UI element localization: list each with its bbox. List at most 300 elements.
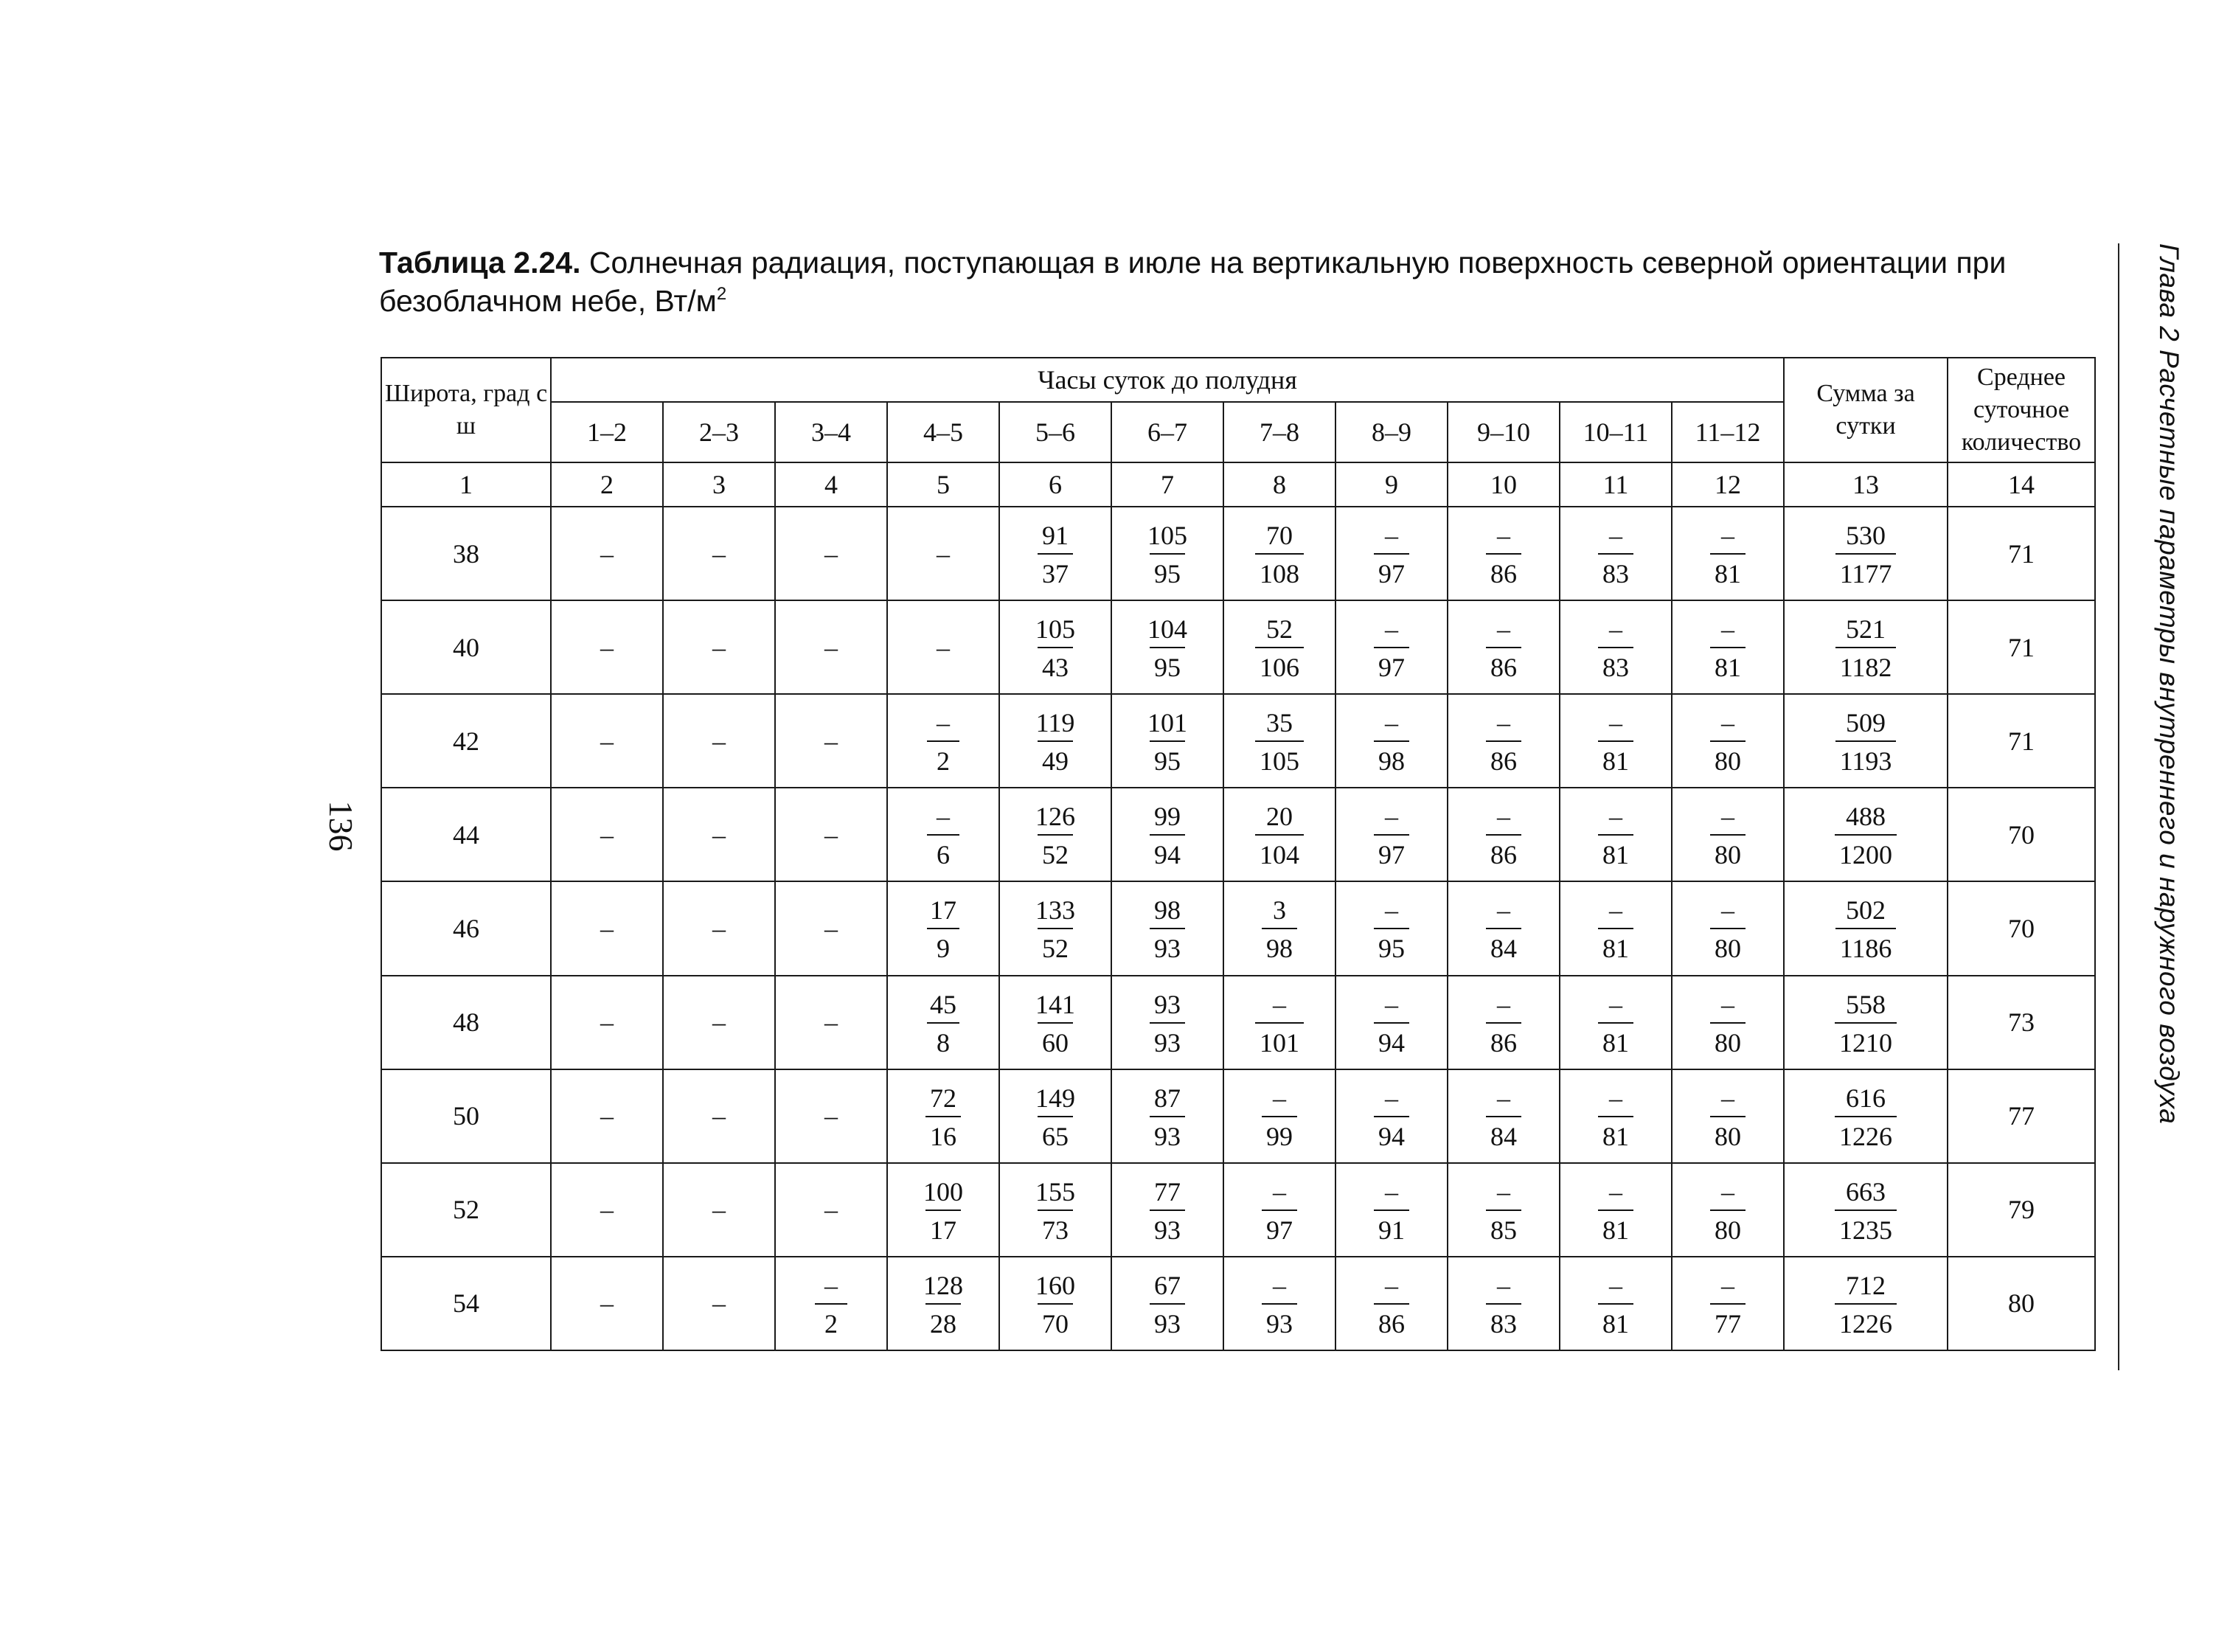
radiation-cell <box>1448 1163 1560 1257</box>
fraction-numerator: – <box>1497 802 1510 832</box>
fraction-numerator: 105 <box>1035 614 1075 645</box>
radiation-cell <box>1448 976 1560 1069</box>
fraction-numerator: 35 <box>1266 708 1293 738</box>
fraction-value <box>1032 708 1080 777</box>
fraction-value <box>1710 708 1746 777</box>
empty-value-cell: – <box>551 1069 663 1163</box>
fraction-numerator: 20 <box>1266 802 1293 832</box>
empty-value-cell: – <box>775 976 887 1069</box>
fraction-denominator: 95 <box>1374 928 1409 962</box>
daily-average-cell: 70 <box>1948 788 2095 881</box>
fraction-value <box>1710 1272 1746 1337</box>
fraction-denominator: 73 <box>1038 1210 1073 1243</box>
radiation-cell <box>999 1257 1111 1350</box>
latitude-cell: 46 <box>381 881 551 975</box>
latitude-cell: 50 <box>381 1069 551 1163</box>
empty-value-cell: – <box>551 694 663 788</box>
fraction-value <box>1031 991 1080 1056</box>
fraction-numerator: – <box>1609 895 1622 926</box>
column-number: 6 <box>999 462 1111 507</box>
fraction-denominator: 97 <box>1374 647 1409 681</box>
fraction-numerator: 70 <box>1266 521 1293 551</box>
fraction-denominator: 1193 <box>1835 740 1897 774</box>
empty-value-cell: – <box>551 788 663 881</box>
fraction-numerator: – <box>1497 614 1510 645</box>
table-caption-unit-exponent: 2 <box>716 284 727 304</box>
fraction-denominator: 1226 <box>1835 1116 1897 1150</box>
fraction-denominator: 81 <box>1598 1116 1633 1150</box>
running-head-rule <box>2118 243 2119 1370</box>
fraction-denominator: 94 <box>1374 1116 1409 1150</box>
radiation-cell <box>1448 600 1560 694</box>
radiation-cell <box>887 976 999 1069</box>
fraction-denominator: 86 <box>1486 740 1521 774</box>
radiation-cell <box>1672 694 1784 788</box>
fraction-value <box>1486 897 1521 962</box>
fraction-value <box>1031 1085 1080 1150</box>
empty-value-cell: – <box>663 694 775 788</box>
table-row <box>381 1163 2095 1257</box>
fraction-value <box>1710 803 1746 868</box>
fraction-numerator: 530 <box>1846 521 1886 551</box>
radiation-cell <box>1672 881 1784 975</box>
fraction-numerator: – <box>1385 1270 1398 1300</box>
fraction-value <box>919 1272 968 1337</box>
fraction-value <box>1255 991 1304 1056</box>
fraction-value <box>927 708 959 777</box>
table-row <box>381 694 2095 788</box>
fraction-numerator: 133 <box>1035 895 1075 926</box>
fraction-value <box>1486 522 1521 587</box>
fraction-numerator: 99 <box>1154 802 1181 832</box>
fraction-value <box>1031 897 1080 962</box>
radiation-cell <box>999 694 1111 788</box>
fraction-numerator: – <box>1385 1176 1398 1207</box>
latitude-cell: 44 <box>381 788 551 881</box>
fraction-value <box>1262 1085 1297 1150</box>
fraction-denominator: 86 <box>1486 1022 1521 1056</box>
empty-value-cell: – <box>551 976 663 1069</box>
hour-header: 4–5 <box>887 402 999 462</box>
table-row <box>381 976 2095 1069</box>
column-number: 10 <box>1448 462 1560 507</box>
latitude-cell: 54 <box>381 1257 551 1350</box>
fraction-numerator: – <box>1497 895 1510 926</box>
fraction-denominator: 81 <box>1710 647 1746 681</box>
fraction-value <box>1031 616 1080 681</box>
radiation-cell <box>1448 1069 1560 1163</box>
daily-sum-cell <box>1784 976 1948 1069</box>
fraction-denominator: 8 <box>927 1022 959 1056</box>
fraction-denominator: 85 <box>1486 1210 1521 1243</box>
fraction-numerator: – <box>1273 989 1286 1019</box>
fraction-value <box>925 991 961 1056</box>
radiation-cell <box>1111 1069 1223 1163</box>
fraction-denominator: 95 <box>1150 740 1185 774</box>
fraction-denominator: 28 <box>925 1303 961 1337</box>
radiation-cell <box>1560 1257 1672 1350</box>
radiation-cell <box>1111 881 1223 975</box>
radiation-cell <box>1223 788 1335 881</box>
fraction-value <box>1598 897 1633 962</box>
fraction-value <box>1374 522 1409 587</box>
fraction-numerator: 155 <box>1035 1176 1075 1207</box>
fraction-numerator: – <box>1609 1176 1622 1207</box>
fraction-value <box>1143 616 1192 681</box>
column-number: 13 <box>1784 462 1948 507</box>
fraction-numerator: – <box>1609 989 1622 1019</box>
fraction-numerator: – <box>824 1270 838 1300</box>
fraction-numerator: 712 <box>1846 1270 1886 1300</box>
latitude-cell: 38 <box>381 507 551 600</box>
radiation-cell <box>887 788 999 881</box>
latitude-cell: 52 <box>381 1163 551 1257</box>
fraction-denominator: 70 <box>1038 1303 1073 1337</box>
fraction-numerator: 488 <box>1846 802 1886 832</box>
radiation-cell <box>1111 507 1223 600</box>
fraction-denominator: 81 <box>1598 1022 1633 1056</box>
fraction-value <box>1374 803 1409 868</box>
fraction-denominator: 81 <box>1598 834 1633 868</box>
fraction-numerator: – <box>1497 989 1510 1019</box>
radiation-cell <box>1448 881 1560 975</box>
daily-average-cell: 77 <box>1948 1069 2095 1163</box>
fraction-denominator: 37 <box>1038 553 1073 587</box>
fraction-denominator: 98 <box>1262 928 1297 962</box>
radiation-cell <box>1335 694 1448 788</box>
empty-value-cell: – <box>663 1257 775 1350</box>
fraction-numerator: – <box>1609 708 1622 738</box>
fraction-denominator: 99 <box>1262 1116 1297 1150</box>
fraction-value <box>1031 803 1080 868</box>
daily-sum-cell <box>1784 1069 1948 1163</box>
hour-header: 7–8 <box>1223 402 1335 462</box>
latitude-cell: 40 <box>381 600 551 694</box>
latitude-header: Широта, град с ш <box>381 358 551 462</box>
daily-average-cell: 71 <box>1948 600 2095 694</box>
radiation-cell <box>1672 1163 1784 1257</box>
fraction-numerator: – <box>1721 989 1735 1019</box>
fraction-value <box>1835 708 1897 777</box>
fraction-numerator: 509 <box>1846 708 1886 738</box>
radiation-cell <box>1335 507 1448 600</box>
radiation-cell <box>1335 881 1448 975</box>
fraction-value <box>1598 1176 1633 1245</box>
fraction-denominator: 80 <box>1710 1116 1746 1150</box>
fraction-denominator: 17 <box>925 1210 961 1243</box>
fraction-denominator: 81 <box>1598 740 1633 774</box>
table-row <box>381 507 2095 600</box>
fraction-denominator: 52 <box>1038 834 1073 868</box>
fraction-denominator: 49 <box>1038 740 1073 774</box>
radiation-cell <box>887 1069 999 1163</box>
fraction-value <box>1031 1272 1080 1337</box>
radiation-cell <box>1335 600 1448 694</box>
fraction-value <box>1835 897 1897 962</box>
radiation-cell <box>1335 788 1448 881</box>
fraction-value <box>815 1272 847 1337</box>
empty-value-cell: – <box>663 507 775 600</box>
fraction-denominator: 93 <box>1150 928 1185 962</box>
fraction-value <box>1710 616 1746 681</box>
fraction-value <box>1150 897 1185 962</box>
fraction-value <box>1374 616 1409 681</box>
daily-average-cell: 79 <box>1948 1163 2095 1257</box>
fraction-value <box>1374 1176 1409 1245</box>
fraction-denominator: 1235 <box>1835 1210 1897 1243</box>
fraction-denominator: 80 <box>1710 1210 1746 1243</box>
hour-header: 8–9 <box>1335 402 1448 462</box>
empty-value-cell: – <box>887 600 999 694</box>
fraction-value <box>1262 1176 1297 1245</box>
fraction-denominator: 86 <box>1486 834 1521 868</box>
fraction-denominator: 2 <box>927 740 959 774</box>
radiation-cell <box>1111 1257 1223 1350</box>
fraction-numerator: – <box>1609 1270 1622 1300</box>
fraction-denominator: 16 <box>925 1116 961 1150</box>
fraction-numerator: 17 <box>930 895 956 926</box>
fraction-denominator: 101 <box>1255 1022 1304 1056</box>
radiation-cell <box>1448 507 1560 600</box>
radiation-cell <box>1111 600 1223 694</box>
fraction-denominator: 108 <box>1255 553 1304 587</box>
fraction-numerator: – <box>1721 1176 1735 1207</box>
fraction-denominator: 86 <box>1374 1303 1409 1337</box>
fraction-numerator: – <box>1497 1083 1510 1113</box>
fraction-value <box>1374 1272 1409 1337</box>
fraction-denominator: 94 <box>1374 1022 1409 1056</box>
radiation-cell <box>1672 1069 1784 1163</box>
empty-value-cell: – <box>775 507 887 600</box>
radiation-cell <box>1560 507 1672 600</box>
fraction-value <box>1038 522 1073 587</box>
fraction-value <box>927 803 959 868</box>
radiation-cell <box>1448 694 1560 788</box>
fraction-numerator: – <box>1609 521 1622 551</box>
hour-header: 1–2 <box>551 402 663 462</box>
fraction-value <box>1374 897 1409 962</box>
running-head: Глава 2 Расчетные параметры внутреннего и наружного воздуха <box>2154 243 2184 1125</box>
fraction-denominator: 97 <box>1374 834 1409 868</box>
fraction-numerator: – <box>1273 1176 1286 1207</box>
radiation-cell <box>1223 694 1335 788</box>
fraction-numerator: 52 <box>1266 614 1293 645</box>
daily-average-cell: 70 <box>1948 881 2095 975</box>
radiation-cell <box>999 1069 1111 1163</box>
empty-value-cell: – <box>663 600 775 694</box>
fraction-value <box>1255 522 1304 587</box>
hour-header: 9–10 <box>1448 402 1560 462</box>
fraction-numerator: 93 <box>1154 989 1181 1019</box>
fraction-numerator: 45 <box>930 989 956 1019</box>
fraction-value <box>1486 991 1521 1056</box>
fraction-denominator: 84 <box>1486 1116 1521 1150</box>
column-number: 14 <box>1948 462 2095 507</box>
empty-value-cell: – <box>551 600 663 694</box>
fraction-numerator: – <box>1721 895 1735 926</box>
fraction-value <box>1486 616 1521 681</box>
column-number: 2 <box>551 462 663 507</box>
radiation-cell <box>887 1257 999 1350</box>
radiation-cell <box>1223 1163 1335 1257</box>
fraction-value <box>1598 991 1633 1056</box>
fraction-denominator: 86 <box>1486 647 1521 681</box>
fraction-denominator: 1210 <box>1835 1022 1897 1056</box>
fraction-value <box>1486 1176 1521 1245</box>
radiation-cell <box>1672 600 1784 694</box>
fraction-value <box>1835 522 1897 587</box>
fraction-numerator: – <box>1497 1176 1510 1207</box>
latitude-cell: 42 <box>381 694 551 788</box>
radiation-cell <box>1560 694 1672 788</box>
fraction-denominator: 81 <box>1710 553 1746 587</box>
column-number: 9 <box>1335 462 1448 507</box>
fraction-value <box>1710 1085 1746 1150</box>
fraction-value <box>1835 803 1897 868</box>
fraction-value <box>925 1085 961 1150</box>
empty-value-cell: – <box>775 788 887 881</box>
fraction-value <box>1486 803 1521 868</box>
radiation-cell <box>1111 788 1223 881</box>
fraction-value <box>1262 1272 1297 1337</box>
table-caption-label: Таблица 2.24. <box>379 246 581 280</box>
latitude-cell: 48 <box>381 976 551 1069</box>
radiation-cell <box>1560 881 1672 975</box>
fraction-denominator: 104 <box>1255 834 1304 868</box>
hour-header: 11–12 <box>1672 402 1784 462</box>
fraction-numerator: 502 <box>1846 895 1886 926</box>
fraction-value <box>919 1176 968 1245</box>
daily-sum-cell <box>1784 1257 1948 1350</box>
column-number: 11 <box>1560 462 1672 507</box>
empty-value-cell: – <box>551 881 663 975</box>
radiation-cell <box>775 1257 887 1350</box>
fraction-denominator: 80 <box>1710 834 1746 868</box>
radiation-cell <box>1111 694 1223 788</box>
hour-header: 5–6 <box>999 402 1111 462</box>
fraction-denominator: 105 <box>1255 740 1304 774</box>
fraction-value <box>1835 616 1897 681</box>
fraction-denominator: 93 <box>1150 1116 1185 1150</box>
fraction-numerator: – <box>1609 1083 1622 1113</box>
fraction-value <box>1150 991 1185 1056</box>
fraction-numerator: – <box>1721 521 1735 551</box>
fraction-numerator: 100 <box>923 1176 963 1207</box>
fraction-value <box>1835 1272 1897 1337</box>
table-body <box>381 507 2095 1350</box>
radiation-cell <box>1335 1069 1448 1163</box>
daily-average-cell: 71 <box>1948 694 2095 788</box>
daily-sum-cell <box>1784 507 1948 600</box>
fraction-value <box>1374 991 1409 1056</box>
fraction-numerator: 119 <box>1035 708 1075 738</box>
table-row <box>381 600 2095 694</box>
fraction-denominator: 97 <box>1262 1210 1297 1243</box>
fraction-denominator: 1177 <box>1835 553 1897 587</box>
fraction-denominator: 81 <box>1598 1303 1633 1337</box>
empty-value-cell: – <box>663 1163 775 1257</box>
fraction-numerator: – <box>1273 1270 1286 1300</box>
fraction-value <box>1598 708 1633 777</box>
radiation-cell <box>999 1163 1111 1257</box>
empty-value-cell: – <box>775 1069 887 1163</box>
daily-sum-cell <box>1784 788 1948 881</box>
empty-value-cell: – <box>551 1163 663 1257</box>
radiation-cell <box>999 507 1111 600</box>
empty-value-cell: – <box>775 881 887 975</box>
radiation-cell <box>1223 600 1335 694</box>
fraction-numerator: 663 <box>1846 1176 1886 1207</box>
fraction-denominator: 97 <box>1374 553 1409 587</box>
fraction-numerator: – <box>1385 895 1398 926</box>
fraction-denominator: 86 <box>1486 553 1521 587</box>
fraction-value <box>1150 1176 1185 1245</box>
radiation-cell <box>999 976 1111 1069</box>
radiation-cell <box>1560 976 1672 1069</box>
radiation-cell <box>1111 976 1223 1069</box>
fraction-numerator: 558 <box>1846 989 1886 1019</box>
radiation-cell <box>1111 1163 1223 1257</box>
fraction-value <box>1486 1085 1521 1150</box>
radiation-cell <box>887 881 999 975</box>
fraction-numerator: – <box>1609 802 1622 832</box>
daily-sum-cell <box>1784 1163 1948 1257</box>
fraction-value <box>1486 1272 1521 1337</box>
fraction-denominator: 81 <box>1598 928 1633 962</box>
empty-value-cell: – <box>663 881 775 975</box>
column-number: 8 <box>1223 462 1335 507</box>
radiation-cell <box>999 600 1111 694</box>
fraction-denominator: 43 <box>1038 647 1073 681</box>
radiation-cell <box>887 1163 999 1257</box>
fraction-denominator: 6 <box>927 834 959 868</box>
fraction-value <box>1598 522 1633 587</box>
fraction-numerator: 67 <box>1154 1270 1181 1300</box>
empty-value-cell: – <box>663 976 775 1069</box>
empty-value-cell: – <box>887 507 999 600</box>
radiation-cell <box>999 881 1111 975</box>
column-number: 5 <box>887 462 999 507</box>
fraction-numerator: – <box>1385 1083 1398 1113</box>
column-number: 3 <box>663 462 775 507</box>
table-row <box>381 881 2095 975</box>
daily-sum-cell <box>1784 694 1948 788</box>
fraction-denominator: 1226 <box>1835 1303 1897 1337</box>
fraction-numerator: – <box>1609 614 1622 645</box>
fraction-numerator: 160 <box>1035 1270 1075 1300</box>
fraction-value <box>1835 991 1897 1056</box>
radiation-cell <box>1335 976 1448 1069</box>
radiation-cell <box>1223 507 1335 600</box>
radiation-cell <box>1223 1257 1335 1350</box>
fraction-denominator: 93 <box>1150 1210 1185 1243</box>
fraction-value <box>1598 803 1633 868</box>
fraction-denominator: 80 <box>1710 740 1746 774</box>
fraction-numerator: – <box>1385 708 1398 738</box>
radiation-cell <box>1672 1257 1784 1350</box>
fraction-numerator: 616 <box>1846 1083 1886 1113</box>
empty-value-cell: – <box>775 600 887 694</box>
empty-value-cell: – <box>775 1163 887 1257</box>
fraction-numerator: 126 <box>1035 802 1075 832</box>
fraction-numerator: 98 <box>1154 895 1181 926</box>
column-number: 4 <box>775 462 887 507</box>
fraction-numerator: – <box>1273 1083 1286 1113</box>
radiation-cell <box>887 694 999 788</box>
column-number: 12 <box>1672 462 1784 507</box>
radiation-cell <box>1335 1163 1448 1257</box>
fraction-numerator: – <box>1497 1270 1510 1300</box>
